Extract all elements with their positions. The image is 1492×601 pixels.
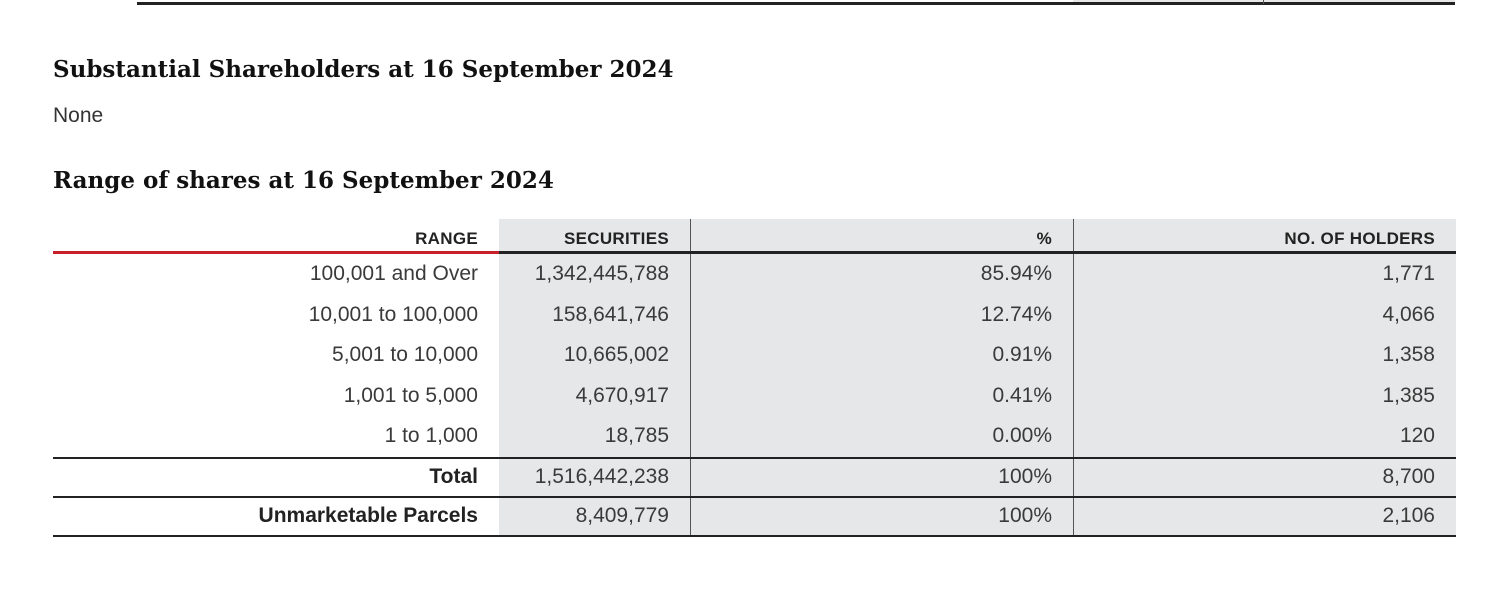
header-holders: NO. OF HOLDERS (1074, 219, 1457, 253)
cell-percent: 0.41% (691, 376, 1074, 417)
unmarketable-holders: 2,106 (1074, 497, 1457, 536)
unmarketable-parcels-row (53, 497, 1456, 536)
table-row (53, 295, 1456, 336)
range-of-shares-heading: Range of shares at 16 September 2024 (53, 167, 554, 194)
cell-range: 1 to 1,000 (384, 424, 478, 448)
cell-holders: 120 (1074, 416, 1457, 458)
substantial-shareholders-heading: Substantial Shareholders at 16 September 2024 (53, 56, 674, 83)
cell-percent: 12.74% (691, 295, 1074, 336)
cell-securities: 18,785 (499, 416, 691, 458)
cell-range: 100,001 and Over (309, 262, 478, 286)
total-label: Total (53, 458, 499, 497)
table-row (53, 253, 1456, 295)
substantial-shareholders-value: None (53, 104, 104, 127)
header-percent: % (691, 219, 1074, 253)
previous-table-divider (1263, 0, 1264, 4)
cell-percent: 85.94% (691, 253, 1074, 295)
cell-holders: 1,385 (1074, 376, 1457, 417)
cell-holders: 1,358 (1074, 335, 1457, 376)
cell-range: 10,001 to 100,000 (308, 302, 478, 326)
header-range: RANGE (53, 219, 499, 253)
table-row (53, 376, 1456, 417)
total-row (53, 458, 1456, 497)
total-holders: 8,700 (1074, 458, 1457, 497)
table-row (53, 335, 1456, 376)
cell-percent: 0.91% (691, 335, 1074, 376)
cell-holders: 4,066 (1074, 295, 1457, 336)
cell-securities: 4,670,917 (499, 376, 691, 417)
cell-securities: 10,665,002 (499, 335, 691, 376)
cell-securities: 158,641,746 (499, 295, 691, 336)
cell-range: 1,001 to 5,000 (343, 383, 478, 407)
unmarketable-label: Unmarketable Parcels (53, 497, 499, 536)
table-header-row (53, 219, 1456, 253)
cell-holders: 1,771 (1074, 253, 1457, 295)
previous-table-bottom-rule (137, 2, 1455, 5)
table-row (53, 416, 1456, 458)
header-securities: SECURITIES (499, 219, 691, 253)
unmarketable-securities: 8,409,779 (499, 497, 691, 536)
cell-range: 5,001 to 10,000 (332, 343, 478, 367)
cell-percent: 0.00% (691, 416, 1074, 458)
total-percent: 100% (691, 458, 1074, 497)
cell-securities: 1,342,445,788 (499, 253, 691, 295)
unmarketable-percent: 100% (691, 497, 1074, 536)
total-securities: 1,516,442,238 (499, 458, 691, 497)
range-of-shares-table (53, 219, 1456, 537)
